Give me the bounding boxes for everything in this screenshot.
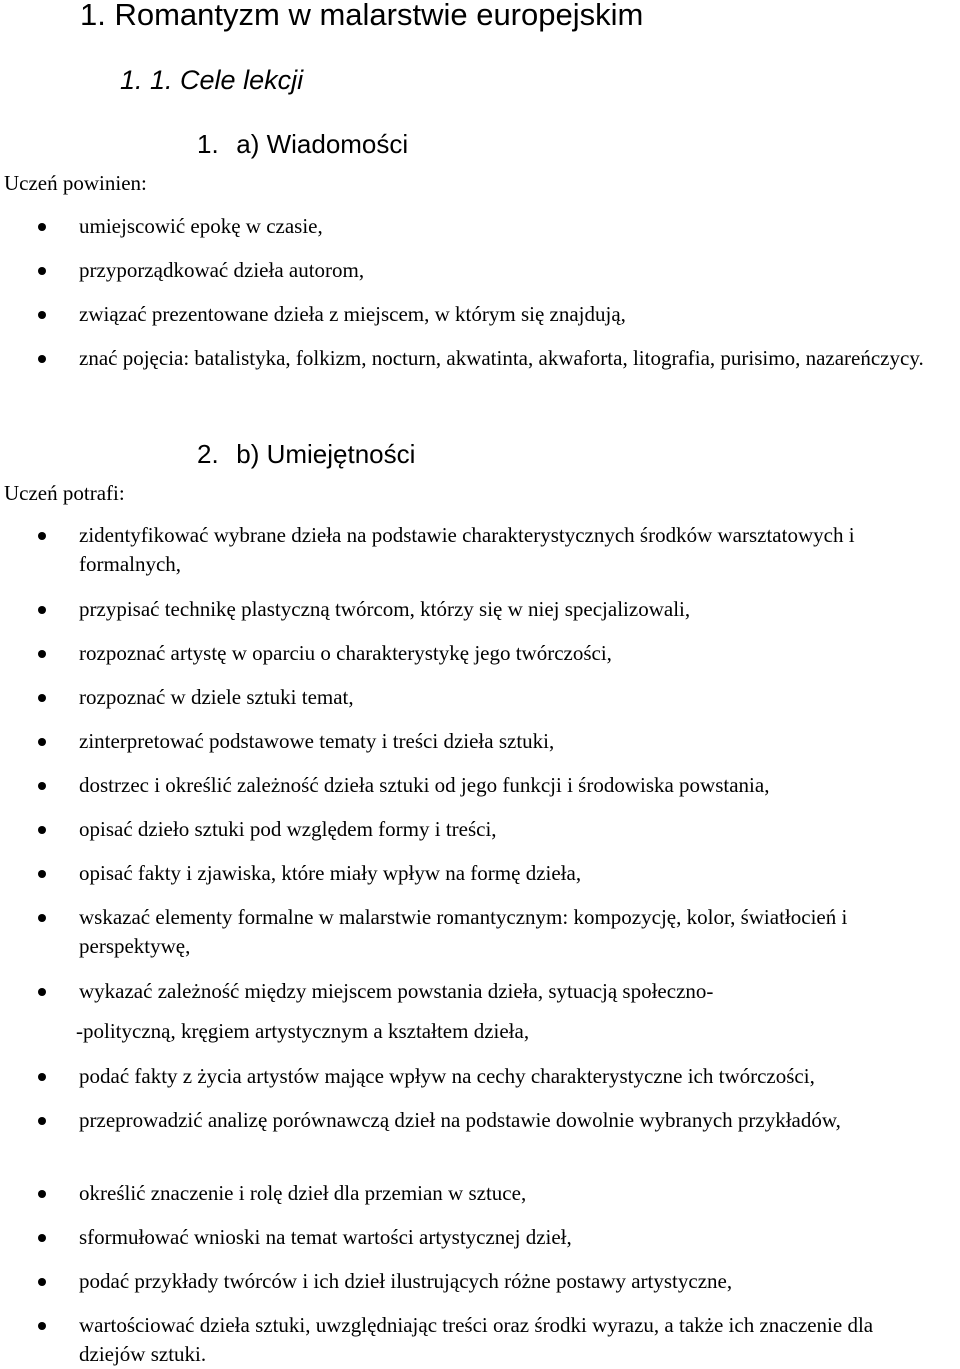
bullet-icon	[38, 1234, 46, 1242]
bullet-icon	[38, 606, 46, 614]
bullet-icon	[38, 914, 46, 922]
list-item: sformułować wnioski na temat wartości artystycznej dzieł,	[79, 1223, 959, 1252]
list-item: znać pojęcia: batalistyka, folkizm, nocturn, akwatinta, akwaforta, litografia, purisimo, nazareńczycy.	[79, 344, 959, 373]
list-item: umiejscowić epokę w czasie,	[79, 212, 959, 241]
knowledge-heading-text: a) Wiadomości	[236, 129, 409, 159]
bullet-icon	[38, 694, 46, 702]
list-item: związać prezentowane dzieła z miejscem, w którym się znajdują,	[79, 300, 959, 329]
list-item: podać fakty z życia artystów mające wpływ na cechy charakterystyczne ich twórczości,	[79, 1062, 959, 1091]
list-item: zidentyfikować wybrane dzieła na podstawie charakterystycznych środków warsztatowych i formalnych,	[79, 521, 959, 579]
skills-heading-number: 2.	[197, 439, 219, 469]
bullet-icon	[38, 1278, 46, 1286]
bullet-icon	[38, 311, 46, 319]
skills-heading-text: b) Umiejętności	[236, 439, 416, 469]
bullet-icon	[38, 826, 46, 834]
list-item: przypisać technikę plastyczną twórcom, którzy się w niej specjalizowali,	[79, 595, 959, 624]
bullet-icon	[38, 223, 46, 231]
bullet-icon	[38, 1322, 46, 1330]
bullet-icon	[38, 988, 46, 996]
list-item: zinterpretować podstawowe tematy i treści dzieła sztuki,	[79, 727, 959, 756]
bullet-icon	[38, 1117, 46, 1125]
list-item: dostrzec i określić zależność dzieła sztuki od jego funkcji i środowiska powstania,	[79, 771, 959, 800]
list-item: przeprowadzić analizę porównawczą dzieł na podstawie dowolnie wybranych przykładów,	[79, 1106, 879, 1135]
bullet-icon	[38, 782, 46, 790]
list-item: rozpoznać w dziele sztuki temat,	[79, 683, 959, 712]
list-item-continuation: -polityczną, kręgiem artystycznym a kształtem dzieła,	[76, 1019, 530, 1043]
list-item: podać przykłady twórców i ich dzieł ilustrujących różne postawy artystyczne,	[79, 1267, 959, 1296]
page-title: 1. Romantyzm w malarstwie europejskim	[80, 0, 644, 32]
lesson-goals-heading: 1. 1. Cele lekcji	[120, 65, 304, 95]
bullet-icon	[38, 355, 46, 363]
list-item: wykazać zależność między miejscem powstania dzieła, sytuacją społeczno-	[79, 977, 959, 1006]
bullet-icon	[38, 532, 46, 540]
list-item: opisać dzieło sztuki pod względem formy i treści,	[79, 815, 959, 844]
bullet-icon	[38, 1073, 46, 1081]
bullet-icon	[38, 738, 46, 746]
list-item: określić znaczenie i rolę dzieł dla przemian w sztuce,	[79, 1179, 959, 1208]
skills-intro: Uczeń potrafi:	[4, 481, 125, 505]
list-item: przyporządkować dzieła autorom,	[79, 256, 959, 285]
bullet-icon	[38, 267, 46, 275]
knowledge-heading	[197, 128, 408, 160]
knowledge-intro: Uczeń powinien:	[4, 171, 147, 195]
list-item: wartościować dzieła sztuki, uwzględniając treści oraz środki wyrazu, a także ich znaczenie dla dziejów sztuki.	[79, 1311, 909, 1369]
list-item: rozpoznać artystę w oparciu o charakterystykę jego twórczości,	[79, 639, 959, 668]
list-item: wskazać elementy formalne w malarstwie romantycznym: kompozycję, kolor, światłocień i perspektywę,	[79, 903, 879, 961]
bullet-icon	[38, 870, 46, 878]
knowledge-heading-number: 1.	[197, 129, 219, 159]
bullet-icon	[38, 650, 46, 658]
bullet-icon	[38, 1190, 46, 1198]
list-item: opisać fakty i zjawiska, które miały wpływ na formę dzieła,	[79, 859, 959, 888]
skills-heading	[197, 438, 415, 470]
